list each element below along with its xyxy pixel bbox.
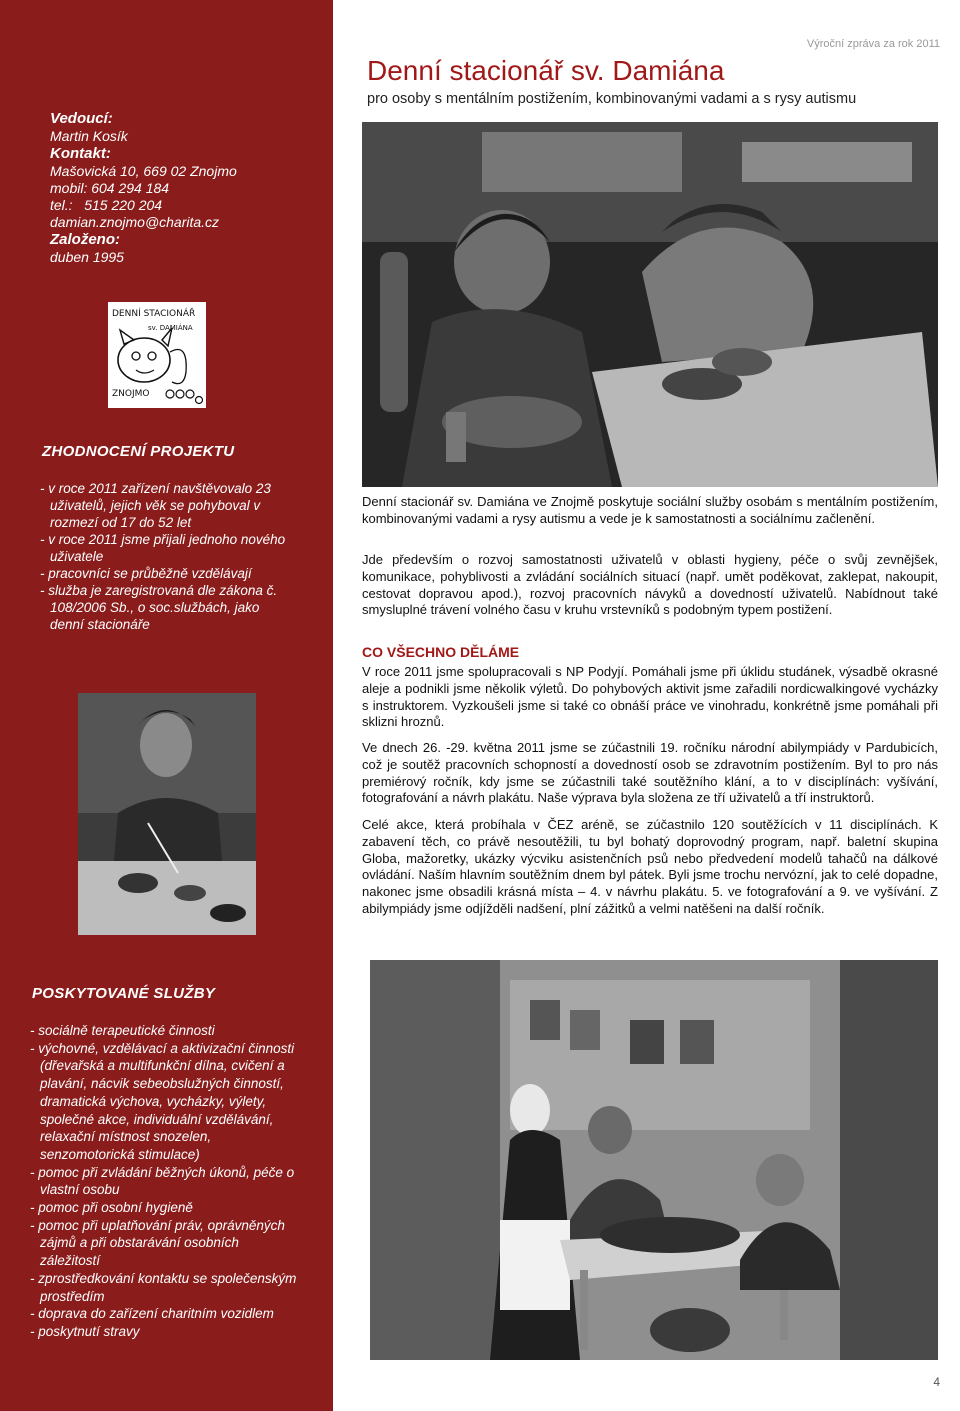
evaluation-heading: ZHODNOCENÍ PROJEKTU bbox=[42, 443, 235, 460]
leader-name: Martin Kosík bbox=[50, 128, 128, 144]
report-label: Výroční zpráva za rok 2011 bbox=[806, 38, 940, 50]
address: Mašovická 10, 669 02 Znojmo bbox=[50, 163, 237, 179]
evaluation-item: - v roce 2011 jsme přijali jednoho nového uživatele bbox=[40, 532, 286, 564]
phone: tel.: 515 220 204 bbox=[50, 197, 163, 213]
services-item: - pomoc při osobní hygieně bbox=[30, 1200, 193, 1216]
evaluation-list bbox=[40, 480, 295, 633]
photo-painting-student bbox=[78, 693, 256, 935]
services-item: - pomoc při uplatňování práv, oprávněných zájmů a při obstarávání osobních záležitostí bbox=[30, 1217, 285, 1269]
stacionar-logo bbox=[108, 302, 206, 408]
services-item: - poskytnutí stravy bbox=[30, 1323, 140, 1339]
logo-text-top: DENNÍ STACIONÁŘ bbox=[112, 309, 196, 319]
services-heading: POSKYTOVANÉ SLUŽBY bbox=[32, 985, 216, 1002]
intro-paragraph-2: Jde především o rozvoj samostatnosti uživatelů v oblasti hygieny, péče o svůj zevnějšek, komunikace, pohyblivosti a zvládání sociálních situací (např. umět poděkovat, zaklepat, nakoupit, cestovat dopravou apod.), rozvoj pracovních návyků a dovedností uživatelů. Nabídnout také smysluplné trávení volného času v kruhu vrstevníků s podobným typem postižení. bbox=[362, 552, 938, 618]
founded-value: duben 1995 bbox=[50, 249, 124, 265]
services-item: - zprostředkování kontaktu se společenským prostředím bbox=[30, 1270, 297, 1304]
services-item: - sociálně terapeutické činnosti bbox=[30, 1023, 215, 1038]
leader-label: Vedoucí: bbox=[50, 110, 113, 127]
evaluation-item: - pracovníci se průběžně vzdělávají bbox=[40, 566, 252, 581]
services-item: - výchovné, vzdělávací a aktivizační činnosti (dřevařská a multifunkční dílna, cvičení a plavání, nácvik sebeobslužných činností, dramatická výchova, vycházky, výlety, společné akce, individuální vzdělávání, relaxační místnost snozelen, senzomotorická stimulace) bbox=[30, 1040, 295, 1162]
services-item: - doprava do zařízení charitním vozidlem bbox=[30, 1306, 274, 1322]
page-title: Denní stacionář sv. Damiána bbox=[367, 55, 725, 86]
activities-paragraph-3: Celé akce, která probíhala v ČEZ aréně, se zúčastnilo 120 soutěžících v 11 disciplínách. K zabavení těch, co právě nesoutěžili, tu byl bohatý doprovodný program, např. baletní skupina Globa, mažoretky, ukázky výcviku asistenčních psů nebo předvedení modelů tahačů na dálkové ovládání. Naším hlavním soutěžním dnem byl pátek. Byli jsme trochu nervózní, jak to celé dopadne, nakonec jsme obsadili krásná místa – 4. v návrhu plakátu. 5. ve fotografování a 9. ve vyšívání. Z abilympiády jsme odjížděli nadšení, plní zážitků a velmi natěšeni na další ročník. bbox=[362, 817, 938, 916]
services-list bbox=[30, 1022, 300, 1341]
contact-block bbox=[50, 110, 320, 266]
photo-table-work bbox=[362, 122, 938, 487]
logo-text-bottom: ZNOJMO bbox=[112, 389, 150, 399]
page-subtitle: pro osoby s mentálním postižením, kombinovanými vadami a s rysy autismu bbox=[367, 91, 857, 107]
activities-paragraph-2: Ve dnech 26. -29. května 2011 jsme se zúčastnili 19. ročníku národní abilympiády v Pardubicích, což je soutěž pracovních schopností a dovedností osob se zdravotním postižením. Byl to pro nás premiérový ročník, kdy jsme se zúčastnili také soutěžního klání, a to v disciplínách: vyšívání, fotografování a návrh plakátu. Naše výprava byla složena ze tří uživatelů a tří instruktorů. bbox=[362, 740, 938, 806]
contact-label: Kontakt: bbox=[50, 145, 111, 162]
activities-paragraph-1: V roce 2011 jsme spolupracovali s NP Podyjí. Pomáhali jsme při úklidu studánek, výsadbě okrasné aleje a podnikli jsme několik výletů. Do pohybových aktivit jsme zařadili nordicwalkingové vycházky s instruktorem. Vyzkoušeli jsme si také co obnáší práce ve vinohradu, konkrétně jsme pomáhali při sklizni hroznů. bbox=[362, 664, 938, 730]
intro-paragraph-1: Denní stacionář sv. Damiána ve Znojmě poskytuje sociální služby osobám s mentálním postižením, kombinovanými vadami a rysy autismu a vede je k samostatnosti a sociálnímu začlenění. bbox=[362, 494, 938, 526]
founded-label: Založeno: bbox=[50, 231, 120, 248]
email: damian.znojmo@charita.cz bbox=[50, 214, 220, 230]
activities-heading: CO VŠECHNO DĚLÁME bbox=[362, 644, 520, 660]
logo-text-mid: sv. DAMIÁNA bbox=[148, 324, 193, 332]
evaluation-item: - v roce 2011 zařízení navštěvovalo 23 uživatelů, jejich věk se pohyboval v rozmezí od 17 do 52 let bbox=[40, 481, 271, 530]
page-number: 4 bbox=[933, 1375, 940, 1389]
sidebar bbox=[0, 0, 333, 1411]
logo-drawing bbox=[108, 302, 206, 408]
services-item: - pomoc při zvládání běžných úkonů, péče o vlastní osobu bbox=[30, 1164, 295, 1198]
evaluation-item: - služba je zaregistrovaná dle zákona č. 108/2006 Sb., o soc.službách, jako denní stacionáře bbox=[40, 583, 278, 632]
photo-group-workshop bbox=[370, 960, 938, 1360]
mobile: mobil: 604 294 184 bbox=[50, 180, 170, 196]
